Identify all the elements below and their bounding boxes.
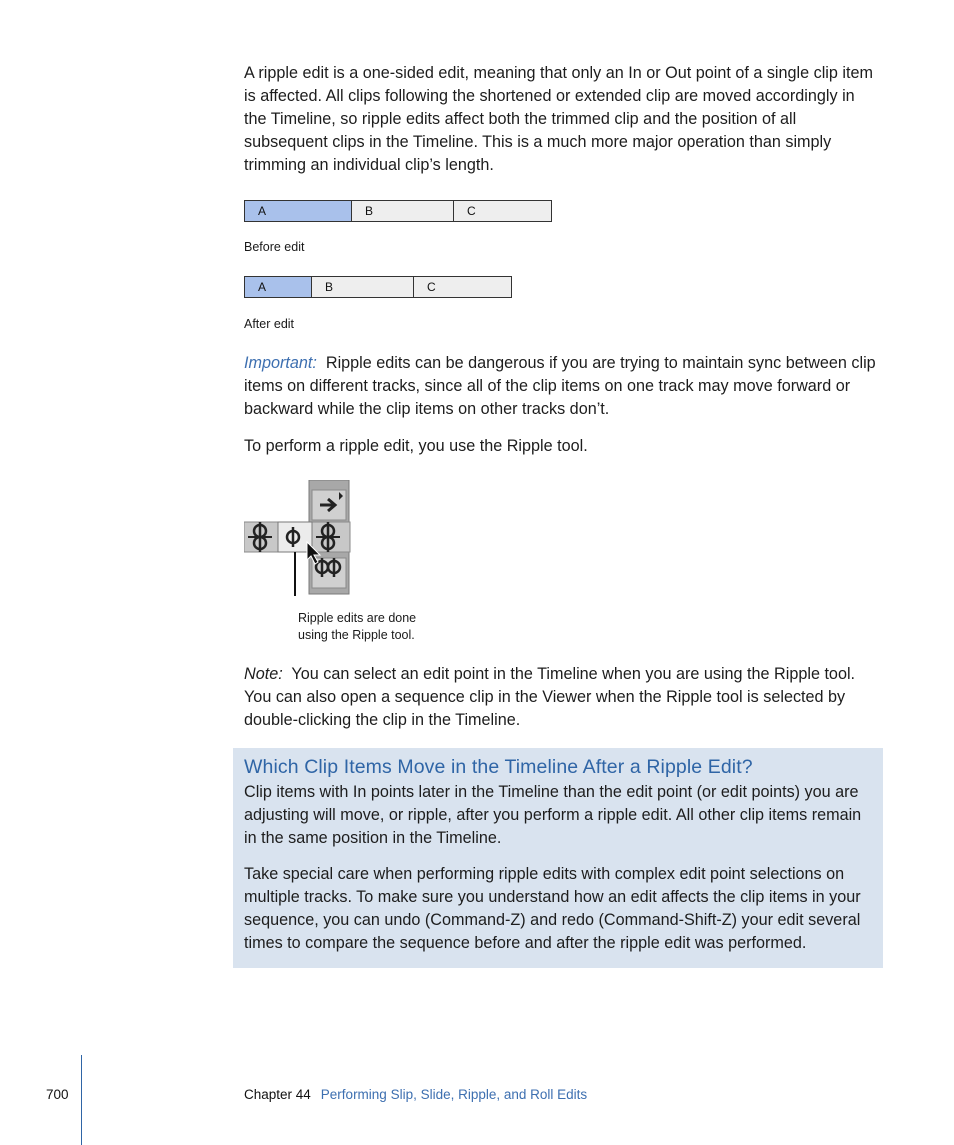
ripple-tool-figure xyxy=(244,480,354,601)
clip-a: A xyxy=(245,201,351,221)
before-edit-diagram xyxy=(244,200,552,222)
footer-chapter xyxy=(244,1087,587,1102)
intro-paragraph: A ripple edit is a one-sided edit, meaning that only an In or Out point of a single clip item is affected. All clips following the shortened or extended clip are moved accordingly in the Timeline, so ripple edits affect both the trimmed clip and the position of all subsequent clips in the Timeline. This is a much more major operation than simply trimming an individual clip’s length. xyxy=(244,64,873,174)
note-paragraph xyxy=(244,663,876,732)
after-edit-diagram xyxy=(244,276,512,298)
important-paragraph xyxy=(244,352,876,421)
sidebar-box xyxy=(233,748,883,968)
clip-b: B xyxy=(311,277,413,297)
clip-a: A xyxy=(245,277,311,297)
before-edit-caption: Before edit xyxy=(244,240,305,254)
footer-divider xyxy=(81,1055,82,1145)
after-edit-caption: After edit xyxy=(244,317,295,331)
tool-palette-image xyxy=(244,480,354,596)
note-label: Note: xyxy=(244,665,283,683)
clip-b: B xyxy=(351,201,453,221)
important-label: Important: xyxy=(244,354,317,372)
chapter-title-link[interactable]: Performing Slip, Slide, Ripple, and Roll Edits xyxy=(320,1087,588,1102)
figure-callout xyxy=(298,610,416,644)
sidebar-paragraph-1: Clip items with In points later in the Timeline than the edit point (or edit points) you are adjusting will move, or ripple, after you perform a ripple edit. All other clip items remain in the same position in the Timeline. xyxy=(244,783,862,847)
perform-paragraph: To perform a ripple edit, you use the Ripple tool. xyxy=(244,437,588,455)
callout-line-1: Ripple edits are done xyxy=(298,611,417,625)
chapter-label: Chapter 44 xyxy=(244,1087,311,1102)
sidebar-paragraph-2: Take special care when performing ripple edits with complex edit point selections on multiple tracks. To make sure you understand how an edit affects the clip items in your sequence, you can undo (Command-Z) and redo (Command-Shift-Z) your edit several times to compare the sequence before and after the ripple edit was performed. xyxy=(244,865,861,952)
clip-c: C xyxy=(413,277,511,297)
note-text: You can select an edit point in the Timeline when you are using the Ripple tool. You can also open a sequence clip in the Viewer when the Ripple tool is selected by double-clicking the clip in the Timeline. xyxy=(244,665,856,729)
callout-line-2: using the Ripple tool. xyxy=(298,628,415,642)
clip-c: C xyxy=(453,201,551,221)
important-text: Ripple edits can be dangerous if you are trying to maintain sync between clip items on different tracks, since all of the clip items on one track may move forward or backward while the clip items on other tracks don’t. xyxy=(244,354,876,418)
sidebar-heading: Which Clip Items Move in the Timeline After a Ripple Edit? xyxy=(244,756,753,778)
page-number: 700 xyxy=(46,1087,69,1102)
